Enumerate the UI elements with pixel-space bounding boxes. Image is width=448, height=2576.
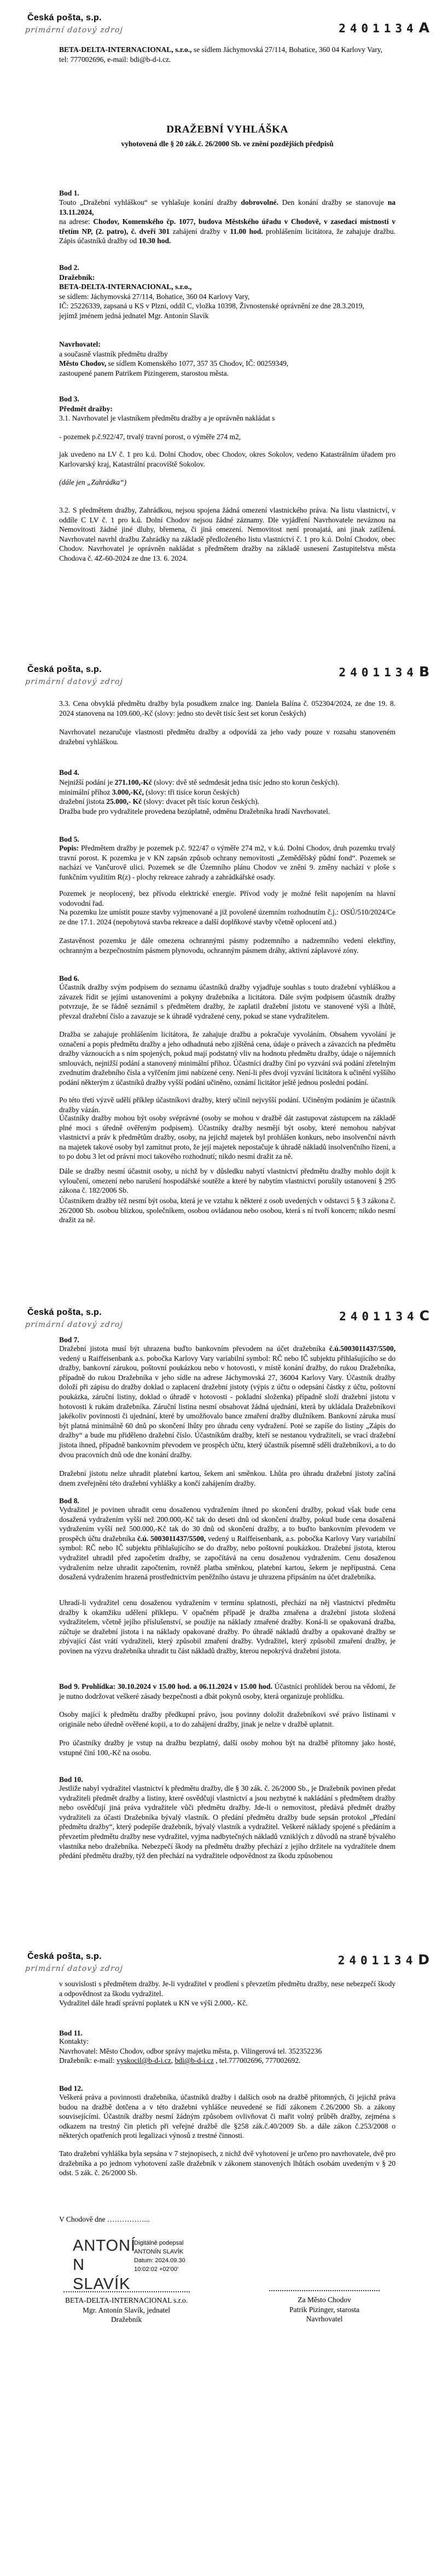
text-run: zahájení dražby v (170, 227, 230, 235)
section-heading-bod10: Bod 10. (59, 1775, 83, 1784)
viewing-dates: Bod 9. Prohlídka: 30.10.2024 v 15.00 hod. a 06.11.2024 v 15.00 hod. (59, 1682, 272, 1691)
page-2 (0, 644, 448, 1288)
sender-block (59, 45, 382, 64)
minimum-bid-line (59, 778, 395, 787)
reference-stamp (339, 664, 429, 680)
text-run: dobrovolné. (241, 198, 278, 206)
page-1 (0, 0, 448, 644)
text-run: prohlášením licitátora, že zahajuje dražbu. Zápis účastníků dražby od (59, 227, 395, 245)
deposit-line (59, 797, 395, 807)
auctioneer-registration: IČ: 25226339, zapsaná u KS v Plzni, oddíl C, vložka 10398, Živnostenské oprávnění ze dne 28.3.2019, (59, 302, 364, 311)
signature-person: Patrik Pizinger, starosta (289, 2305, 360, 2314)
email-link: bdi@b-d-i.cz (174, 2056, 214, 2065)
text-run: 11.00 hod. (230, 227, 263, 235)
proposer-address: se sídlem Komenského 1077, 357 35 Chodov, IČ: 00259349, (106, 359, 289, 368)
stamp-letter: D (418, 1952, 429, 1968)
signature-label-proposer (256, 2295, 393, 2324)
text-run: vedený u Raiffeisenbank, a.s. pobočka Karlovy Vary variabilní symbol: RČ nebo IČ subjektu přihlašujícího se do dražby, nebo poštovní poukázkou. Dražební jistota, kterou vydražitel uhradil před započetím dražby, se započítává na cenu dosaženou vydražením. Cenu dosaženou vydražením nelze uhradit započtením, rovněž platba směnkou, platební kartou, šekem je nepřípustná. Cena dosažená vydražením hrazená prostřednictvím peněžního ústavu je uhrazena připsáním na účet dražebníka. (59, 1534, 395, 1582)
paragraph-bod8-2: Uhradí-li vydražitel cenu dosaženou vydražením v termínu splatnosti, přechází na něj vlastnictví předmětu dražby k okamžiku udělení příklepu. V opačném případě je dražba zmařena a dražební jistota složená vydražitelem, včetně jejího příslušenství, se použije na náklady zmařené dražby. Koná-li se opakovaná dražba, zúčtuje se dražební jistota i na náklady opakované dražby. Po úhradě nákladů dražby a opakované dražby se zbývající část vrátí vydražiteli, který způsobil zmaření dražby. Vydražitel, který způsobil zmaření dražby, je povinen na výzvu dražebníka uhradit tu část nákladů dražby, kterou nepokrývá dražební jistota. (59, 1599, 395, 1655)
paragraph-building-permit: Na pozemku lze umístit pouze stavby vyjmenované a již povolené územním rozhodnutím č.j.: OSÚ/510/2024/Ce ze dne 17.1. 2024 (nepobytová stavba rekreace a další doplňkové stavby včetně oplocení atd.) (59, 908, 395, 926)
text-run: (slovy: dvě stě sedmdesát jedna tisíc jedno sto korun českých). (152, 778, 340, 786)
contact-proposer-line: Navrhovatel: Město Chodov, odbor správy majetku města, p. Vilingerová tel. 352352236 (59, 2046, 322, 2055)
paragraph-utilities: Pozemek je neoplocený, bez přívodu elektrické energie. Přívod vody je možné řešit napojením na hlavní vodovodní řad. (59, 889, 395, 907)
text-run: vedený u Raiffeisenbank a.s. pobočka Karlovy Vary variabilní symbol: RČ nebo IČ subjektu přihlašujícího se do dražby, bankovní zárukou, poštovní poukázkou nebo v hotovosti, v místě konání dražby, do rukou Dražebníka, případně do rukou Dražebníka v jeho sídle na adrese Jáchymovská 27, 36004 Karlovy Vary. Účastník dražby doloží při zápisu do dražby doklad o zaplacení dražební jistoty (výpis z účtu o odepsání částky z účtu, poštovní poukázka, záruční listiny, doklad o úhradě v hotovosti - pokladní složenka) případně složí dražební jistotu v hotovosti k rukám dražebníka. Záruční listina nesmí obsahovat žádná ujednání, která by ukládala Dražebníkovi jakékoliv povinnosti či ujednání, které by umožňovalo bance zmaření dražby dlužníkem. Bankovní záruka musí být platná minimálně 60 dnů po skončení lhůty pro úhradu ceny vydražení. Poté se zapíše do listiny „Zápis do dražby“ a bude mu přiděleno dražební číslo. Účastníkům dražby, kteří se nestanou vydražiteli, se vrací dražební jistota ihned, případně bankovním převodem ve prospěch účtu, který účastník písemně sdělí dražebníkovi, a to do dvou pracovních dnů ode dne konání dražby. (59, 1354, 395, 1459)
paragraph-3-1: 3.1. Navrhovatel je vlastníkem předmětu dražby a je oprávněn nakládat s (59, 414, 275, 423)
paragraph-description (59, 843, 395, 882)
deposit-amount: 25.000,- Kč (106, 797, 142, 806)
proposer-name: Město Chodov, (59, 359, 107, 368)
sender-address: se sídlem Jáchymovská 27/114, Bohatice, 360 04 Karlovy Vary, tel: 777002696, e-mail: bdi@b-d-i.cz. (59, 45, 382, 64)
postal-org-label: Česká pošta, s.p. (27, 1308, 102, 1317)
section-proposer (59, 340, 395, 378)
section-contacts (59, 2037, 395, 2066)
text-run: Den konání dražby se stanovuje (278, 198, 388, 206)
digital-signature-name (73, 2236, 138, 2294)
paragraph-bod7-1 (59, 1344, 395, 1459)
paragraph-warranty: Navrhovatel nezaručuje vlastnosti předmětu dražby a odpovídá za jeho vady pouze v rozsahu stanoveném dražební vyhláškou. (59, 728, 395, 746)
stamp-number: 2401134 (339, 1310, 418, 1323)
text-run: Dražební jistota musí být uhrazena buďto bankovním převodem na účet dražebníka (59, 1344, 329, 1353)
postal-org-label: Česká pošta, s.p. (27, 1952, 102, 1961)
stamp-number: 2401134 (338, 1954, 417, 1967)
section-bod2 (59, 263, 395, 321)
stamp-number: 2401134 (339, 22, 418, 35)
paragraph-3-2: 3.2. S předmětem dražby, Zahrádkou, nejsou spojena žádná omezení vlastnického práva. Na listu vlastnictví, v oddíle C LV č. 1 pro k.ú. Dolní Chodov nejsou žádné záznamy. Dle vyjádření Navrhovatele neváznou na Nemovitosti žádné jiné dluhy, břemena, či jiná omezení. Nemovitost není pronajatá, ani jinak zatížená. Navrhovatel navrhl dražbu Zahrádky na základě předloženého listu vlastnictví č. 1 pro k.ú. Dolní Chodov, obec Chodov. Navrhovatel je oprávněn nakládat s předmětem dražby na základě usnesení Zastupitelstva města Chodova č. 4Z-60-2024 ze dne 13. 6. 2024. (59, 506, 395, 562)
email-link: vyskocil@b-d-i.cz (116, 2056, 171, 2065)
minimum-increment-line (59, 787, 395, 797)
digital-signature-details: Digitálně podepsal ANTONÍN SLAVÍK Datum: 2024.09.30 10:02:02 +02'00' (134, 2240, 185, 2273)
page-3 (0, 1288, 448, 1932)
proposer-label: Navrhovatel: (59, 340, 101, 348)
paragraph-bod6-3: Po této třetí výzvě udělí příklep účastníkovi dražby, který učinil nejvyšší podání. Učiněným podáním je účastník dražby vázán. (59, 1096, 395, 1114)
paragraph-bod12-1: Veškerá práva a povinnosti dražebníka, účastníků dražby i dalších osob na dražbě přítomných, či jejichž práva budou na dražbě dotčena a v této dražební vyhlášce neuvedené se řídí zákonem č.26/2000 Sb. a zákony souvisejícími. Účastník dražby nesmí žádným způsobem ovlivňovat či mařit volný průběh dražby, zejména s odkazem na trestný čin pletich při veřejné dražbě dle §258 zák.č.40/2009 Sb. a dále zákon č.253/2008 o některých opatřeních proti legalizaci výnosů z trestné činnosti. (59, 2093, 395, 2140)
doc-title: DRAŽEBNÍ VYHLÁŠKA (166, 124, 288, 135)
text-run: Dražebník: e-mail: (59, 2056, 117, 2065)
deposit-account-number: č.ú.5003011437/5500, (329, 1344, 395, 1353)
reference-stamp (339, 20, 429, 36)
text-run: , tel.777002696, 777002692. (213, 2056, 301, 2065)
text-run: (slovy: tři tisíce korun českých) (143, 787, 240, 796)
postal-sub-label: primární datový zdroj (25, 1964, 124, 1973)
paragraph-bod6-2: Dražba se zahajuje prohlášením licitátora, že zahajuje dražbu a pokračuje vyvoláním. Obsahem vyvolání je označení a popis předmětu dražby a jeho odhadnutá nebo zjištěná cena, údaje o právech a závazcích na předmětu dražby váznoucích a s ním spojených, pokud mají podstatný vliv na hodnotu předmětu dražby, údaje o nájemních smlouvách, nejnižší podání a stanovený minimální příhoz. Účastníci dražby činí po vyzvání svá podání zřetelným zvednutím dražebního čísla a vyřčením jimi nabízené ceny. Není-li přes dvojí vyzvání licitátora k učinění vyššího podání některým z účastníků dražby vyšší podání učiněno, oznámí licitátor ještě jednou poslední podání. (59, 1030, 395, 1086)
stamp-letter: B (418, 664, 429, 680)
paragraph-bod12-2: Tato dražební vyhláška byla sepsána v 7 stejnopisech, z nichž dvě vyhotovení je určeno pro navrhovatele, dvě pro dražebníka a po jednom vyhotovení zašle dražebník v zákonem stanovených lhůtách osobám uvedeným v § 20 odst. 5 zák. č. 26/2000 Sb. (59, 2149, 395, 2177)
subject-label: Předmět dražby: (59, 404, 113, 413)
page-4 (0, 1932, 448, 2576)
section-heading-bod3: Bod 3. (59, 395, 79, 403)
section-heading-bod5: Bod 5. (59, 835, 79, 843)
doc-subtitle: vyhotovená dle § 20 zák.č. 26/2000 Sb. ve znění pozdějších předpisů (121, 140, 334, 148)
payment-account-number: č.ú. 5003011437/5500, (137, 1534, 206, 1543)
minimum-bid-amount: 271.100,-Kč (114, 778, 152, 786)
postal-sub-label: primární datový zdroj (25, 677, 124, 686)
alias-note: (dále jen „Zahrádka“) (59, 478, 126, 486)
text-run: N SLAVÍK (73, 2256, 131, 2293)
auctioneer-representative: jejímž jménem jedná jednatel Mgr. Antonín Slavík (59, 311, 209, 320)
reference-stamp (339, 1308, 429, 1324)
paragraph-3-3: 3.3. Cena obvyklá předmětu dražby byla posudkem znalce ing. Daniela Balína č. 052304/2024, ze dne 19. 8. 2024 stanovena na 109.600,-Kč (slovy: jedno sto devět tisíc šest set korun českých) (59, 699, 395, 717)
paragraph-bod8-1 (59, 1505, 395, 1582)
text-run: minimální příhoz (59, 787, 112, 796)
paragraph-bod6-5: Dále se dražby nesmí účastnit osoby, u nichž by v důsledku nabytí vlastnictví předmětu dražby mohlo dojít k vyloučení, omezení nebo narušení hospodářské soutěže a které by nabytím vlastnictví porušily ustanovení § 295 zákona č. 182/2006 Sb. (59, 1167, 395, 1195)
stamp-letter: C (419, 1308, 429, 1324)
paragraph-bod7-2: Dražební jistotu nelze uhradit platební kartou, šekem ani směnkou. Lhůta pro úhradu dražební jistoty začíná dnem zveřejnění této dražební vyhlášky a končí zahájením dražby. (59, 1469, 395, 1487)
text-run: (slovy: dvacet pět tisíc korun českých). (142, 797, 259, 806)
signature-company: BETA-DELTA-INTERNACIONAL s.r.o. (65, 2296, 188, 2304)
minimum-increment-amount: 3.000,-Kč, (112, 787, 144, 796)
section-heading-bod8: Bod 8. (59, 1497, 79, 1505)
text-run: Touto „Dražební vyhláškou“ se vyhlašuje konání dražby (59, 198, 241, 206)
text-run: dražební jistota (59, 797, 107, 806)
paragraph-bod6-1: Účastník dražby svým podpisem do seznamu účastníků dražby vyjadřuje souhlas s touto dražební vyhláškou a závazek řídit se jejími ustanoveními a pokyny dražebníka a licitátora. Dále svým podpisem účastník dražby potvrzuje, že se řádně seznámil s předmětem dražby, že zaplatil dražební jistotu ve stanovené výši a lhůtě, převzal dražební číslo a zavazuje se k úhradě vydražené ceny, pokud se stane vydražitelem. (59, 983, 395, 1020)
proposer-representative: zastoupené panem Patrikem Pizingerem, starostou města. (59, 369, 229, 377)
signature-label-auctioneer (52, 2296, 201, 2325)
auctioneer-name: BETA-DELTA-INTERNACIONAL, s.r.o., (59, 283, 192, 291)
postal-sub-label: primární datový zdroj (25, 1320, 124, 1329)
proposer-note: a současně vlastník předmětu dražby (59, 349, 168, 358)
text-run: 10.30 hod. (138, 237, 171, 245)
parcel-list-item: - pozemek p.č.922/47, trvalý travní porost, o výměře 274 m2, (59, 433, 241, 441)
paragraph-bod1 (59, 198, 395, 246)
text-run: , (171, 2056, 175, 2065)
text-run: Předmětem dražby je pozemek p.č. 922/47 o výměře 274 m2, v k.ú. Dolní Chodov, druh pozemku trvalý travní porost. K pozemku je v KN zapsán způsob ochrany nemovitosti „Zemědělský půdní fond“. Pozemek se nachází ve Vančurově ulici. Pozemek se dle Územního plánu Chodov ve znění 9. změny nachází v ploše s funkčním využitím R(z) - plochy rekreace zahrady a zahrádkářské osady. (59, 844, 395, 881)
paragraph-restrictions: Zastavěnost pozemku je dále omezena ochrannými pásmy podzemního a nadzemního vedení elektřiny, ochranným a bezpečnostním pásmem plynovodu, ochranným pásmem dráhy, aktivní záplavové zóny. (59, 936, 395, 955)
signature-person: Mgr. Antonín Slavík, jednatel (82, 2305, 171, 2314)
text-run: Nejnižší podání je (59, 778, 115, 786)
paragraph-admin-fee: Vydražitel dále hradí správní poplatek u KN ve výši 2.000,- Kč. (59, 1999, 248, 2007)
paragraph-entry-fee: Pro účastníky dražby je vstup na dražbu bezplatný, další osoby mohou být na dražbě přítomny jako hosté, vstupné činí 100,-Kč na osobu. (59, 1739, 395, 1757)
reference-stamp (338, 1952, 429, 1968)
place-date-line: V Chodově dne ……………... (59, 2215, 150, 2223)
contact-auctioneer-line (59, 2056, 395, 2066)
sender-name: BETA-DELTA-INTERNACIONAL, s.r.o., (59, 45, 192, 54)
paragraph-bod6-4: Účastníky dražby mohou být osoby svéprávné (osoby se mohou v dražbě dát zastupovat zástupcem na základě plné moci s úředně ověřeným podpisem). Účastníky dražby nesmějí být osoby, které nemohou nabývat vlastnictví a práv k předmětům dražby, osoby, na jejichž majetek byl prohlášen konkurs, nebo insolvenční návrh na majetek takové osoby byl zamítnut proto, že její majetek nepostačuje k úhradě nákladů insolvenčního řízení, a to po dobu 3 let od právní moci takového rozhodnutí; nikdo nesmí dražit za ně. (59, 1114, 395, 1161)
text-run: na 13.11.2024, (59, 198, 395, 216)
paragraph-bod10-continued: v souvislosti s předmětem dražby. Je-li vydražitel v prodlení s převzetím předmětu dražby, nese nebezpečí škody a odpovědnost za škodu vydražitel. (59, 1980, 395, 1998)
postal-sub-label: primární datový zdroj (25, 26, 124, 34)
paragraph-lv: jak uvedeno na LV č. 1 pro k.ú. Dolní Chodov, obec Chodov, okres Sokolov, vedeno Katastrálním úřadem pro Karlovarský kraj, Katastrální pracoviště Sokolov. (59, 450, 395, 468)
section-heading-bod1: Bod 1. (59, 189, 79, 197)
section-heading-bod11: Bod 11. (59, 2029, 83, 2037)
stamp-number: 2401134 (339, 666, 418, 679)
paragraph-bod6-6: Účastníkem dražby též nesmí být osoba, která je ve vztahu k některé z osob uvedených v odstavci 5 § 3 zákona č. 26/2000 Sb. osobou blízkou, společníkem, osobou ovládanou nebo osobou, která s ní tvoří koncern; nikdo nesmí dražit za ně. (59, 1197, 395, 1224)
text-run: ANTONÍ (73, 2237, 136, 2255)
postal-org-label: Česká pošta, s.p. (27, 665, 102, 674)
signature-role: Navrhovatel (306, 2315, 343, 2324)
section-heading-bod6: Bod 6. (59, 974, 79, 982)
contacts-label: Kontakty: (59, 2037, 89, 2045)
signature-line-proposer (269, 2290, 380, 2291)
proposer-name-line (59, 359, 395, 369)
paragraph-bod9 (59, 1682, 395, 1701)
stamp-letter: A (418, 20, 429, 36)
paragraph-bod10: Jestliže nabyl vydražitel vlastnictví k předmětu dražby, dle § 30 zák. č. 26/2000 Sb., je Dražebník povinen předat vydražiteli předmět dražby a listiny, které osvědčují vlastnictví a jsou nezbytné k nakládání s předmětem dražby nebo osvědčují jiná práva vydražitele vůči předmětu dražby. Jde-li o nemovitost, předává předmět dražby vydražiteli za účasti Dražebníka bývalý vlastník. O předání předmětu dražby bude sepsán protokol „Předání předmětu dražby“, který podepíše dražebník, bývalý vlastník a vydražitel. Veškeré náklady spojené s předáním a převzetím předmětu dražby nese vydražitel, vyjma nadbytečných nákladů vzniklých z důvodů na straně bývalého vlastníka nebo dražebníka. Nebezpečí škody na předmětu dražby přechází z jejího držitele na vydražitele dnem předání předmětu dražby, týž den přechází na vydražitele odpovědnost za škodu způsobenou (59, 1784, 395, 1860)
section-bod4 (59, 778, 395, 816)
section-heading-bod2: Bod 2. (59, 263, 79, 272)
signature-company: Za Město Chodov (298, 2296, 351, 2304)
text-run: Účastníci prohlídek berou na vědomí, že je nutno dodržovat veškeré zásady bezpečnosti a dbát pokynů osoby, která organizuje prohlídku. (59, 1682, 395, 1700)
text-run: Vydražitel je povinen uhradit cenu dosaženou vydražením ihned po skončení dražby, pokud však bude cena dosažená vydražením vyšší než 200.000,-Kč tak do deseti dnů od skončení dražby, pokud bude cena dosažená vydražením vyšší než 500.000,-Kč tak do 30 dnů od skončení dražby, a to buďto bankovním převodem ve prospěch účtu dražebníka (59, 1505, 395, 1543)
description-label: Popis: (59, 844, 79, 852)
signature-role: Dražebník (110, 2315, 142, 2324)
text-run: Chodov, Komenského čp. 1077, budova Městského úřadu v Chodově, v zasedací místnosti v třetím NP, (2. patro), č. dveří 301 (59, 217, 395, 235)
fee-note-line: Dražba bude pro vydražitele provedena bezúplatně, odměnu Dražebníka hradí Navrhovatel. (59, 807, 330, 815)
section-heading-bod12: Bod 12. (59, 2084, 83, 2092)
section-bod3 (59, 394, 395, 423)
section-heading-bod7: Bod 7. (59, 1336, 79, 1344)
signature-line-auctioneer (63, 2291, 190, 2292)
postal-org-label: Česká pošta, s.p. (27, 13, 102, 22)
auctioneer-label: Dražebník: (59, 273, 95, 281)
paragraph-preemption: Osoby mající k předmětu dražby předkupní právo, jsou povinny doložit dražebníkovi své právo listinami v originále nebo úředně ověřené kopii, a to do zahájení dražby, jinak je nelze v dražbě uplatnit. (59, 1710, 395, 1728)
section-heading-bod4: Bod 4. (59, 768, 79, 777)
auctioneer-address: se sídlem: Jáchymovská 27/114, Bohatice, 360 04 Karlovy Vary, (59, 292, 250, 301)
text-run: na adrese: (59, 217, 94, 226)
